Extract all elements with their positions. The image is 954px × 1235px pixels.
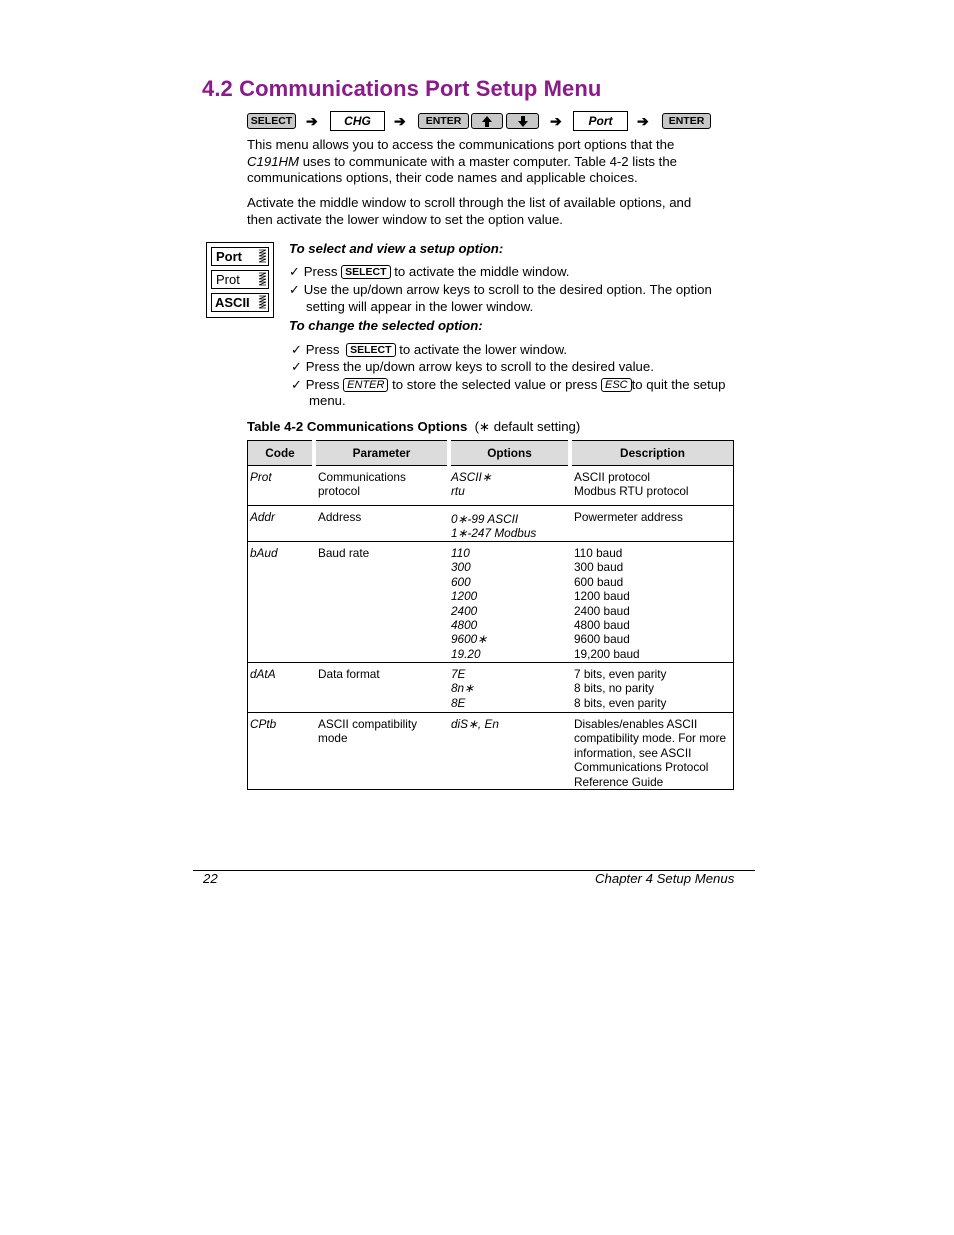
cell-line: 600 baud: [574, 574, 624, 589]
cell-line: 19.20: [451, 646, 481, 661]
code-cell: bAud: [248, 542, 315, 663]
cell-line: 7 bits, even parity: [574, 667, 667, 681]
cell-line: 1200: [451, 589, 478, 604]
text: ✓ Press: [291, 342, 340, 357]
text: ✓ Press: [289, 264, 338, 279]
text: to activate the lower window.: [399, 342, 568, 357]
cell-line: 19,200 baud: [574, 646, 640, 661]
section-heading: 4.2 Communications Port Setup Menu: [202, 76, 602, 101]
desc-cell: [570, 506, 734, 542]
cell-line: compatibility mode. For more: [574, 731, 727, 746]
cell-line: 0∗-99 ASCII: [451, 512, 519, 526]
arrow-icon: ➔: [394, 113, 406, 129]
cell-line: 9600 baud: [574, 632, 630, 647]
cell-line: Powermeter address: [574, 510, 683, 524]
down-arrow-icon: [516, 115, 530, 128]
scroll-indicator-icon: [258, 272, 267, 287]
step-change-1: [291, 341, 567, 358]
cell-line: protocol: [318, 484, 360, 499]
step-select-2-cont: setting will appear in the lower window.: [306, 299, 534, 314]
desc-cell: [570, 713, 734, 790]
column-header: Description: [570, 441, 734, 466]
cell-line: Reference Guide: [574, 774, 664, 789]
scroll-indicator-icon: [258, 295, 267, 310]
text: Activate the middle window to scroll through the list of available options, and: [247, 195, 692, 210]
table-header-row: [248, 441, 734, 466]
cell-line: 4800 baud: [574, 618, 630, 633]
opt-cell: [449, 663, 570, 713]
opt-cell: [449, 506, 570, 542]
select-key: SELECT: [341, 265, 390, 279]
change-option-title: To change the selected option:: [289, 318, 483, 333]
cell-line: 300: [451, 560, 471, 575]
cell-line: information, see ASCII: [574, 745, 692, 760]
text: This menu allows you to access the communications port options that the: [247, 137, 675, 152]
opt-cell: [449, 713, 570, 790]
text: to quit the setup: [631, 377, 726, 392]
desc-cell: [570, 466, 734, 506]
cell-line: Disables/enables ASCII: [574, 717, 698, 731]
cell-line: ASCII protocol: [574, 470, 651, 484]
chg-box: CHG: [330, 111, 385, 131]
cell-line: 9600∗: [451, 632, 488, 647]
table-row: [248, 542, 734, 663]
intro-paragraph-1: [247, 137, 751, 187]
step-select-1: [289, 263, 569, 280]
select-key: SELECT: [247, 113, 296, 129]
lcd-display: [206, 242, 274, 318]
opt-cell: [449, 466, 570, 506]
cell-line: 300 baud: [574, 560, 624, 575]
step-change-3-cont: menu.: [309, 393, 346, 408]
table-row: [248, 663, 734, 713]
cell-line: Communications Protocol: [574, 760, 709, 775]
cell-line: mode: [318, 731, 348, 746]
arrow-icon: ➔: [306, 113, 318, 129]
cell-line: Address: [318, 510, 362, 524]
param-cell: [314, 542, 449, 663]
caption-title: Table 4-2 Communications Options: [247, 419, 468, 434]
table-caption: [247, 419, 580, 435]
column-header: Options: [449, 441, 570, 466]
param-cell: [314, 506, 449, 542]
page-number: 22: [203, 871, 218, 886]
line: [247, 154, 751, 171]
select-option-title: To select and view a setup option:: [289, 241, 504, 256]
arrow-icon: ➔: [550, 113, 562, 129]
cell-line: ASCII∗: [451, 470, 492, 484]
enter-key: ENTER: [418, 113, 469, 129]
text: to activate the middle window.: [394, 264, 570, 279]
cell-line: 2400 baud: [574, 603, 630, 618]
up-arrow-key: [471, 113, 503, 129]
cell-line: Data format: [318, 667, 380, 681]
cell-line: 8E: [451, 695, 466, 710]
cell-line: Communications: [318, 470, 406, 484]
cell-line: Baud rate: [318, 546, 370, 560]
table-row: [248, 506, 734, 542]
port-box: Port: [573, 111, 628, 131]
code-cell: dAtA: [248, 663, 315, 713]
step-change-2: ✓ Press the up/down arrow keys to scroll to the desired value.: [291, 359, 654, 374]
lcd-top-text: Port: [216, 249, 242, 264]
down-arrow-key: [506, 113, 539, 129]
cell-line: 1200 baud: [574, 589, 630, 604]
column-header: Parameter: [314, 441, 449, 466]
cell-line: diS∗, En: [451, 717, 499, 731]
select-key: SELECT: [346, 343, 395, 357]
step-select-2: ✓ Use the up/down arrow keys to scroll to the desired option. The option: [289, 282, 712, 297]
cell-line: 7E: [451, 667, 466, 681]
intro-paragraph-2: [247, 195, 751, 228]
text: ✓ Press: [291, 377, 340, 392]
text: uses to communicate with a master computer. Table 4-2 lists the: [299, 153, 678, 169]
cell-line: 110 baud: [574, 546, 623, 560]
scroll-indicator-icon: [258, 249, 267, 264]
cell-line: 1∗-247 Modbus: [451, 526, 537, 541]
code-cell: Prot: [248, 466, 315, 506]
code-cell: CPtb: [248, 713, 315, 790]
enter-key: ENTER: [662, 113, 711, 129]
up-arrow-icon: [480, 115, 494, 128]
table-row: [248, 466, 734, 506]
text: to store the selected value or press: [392, 377, 598, 392]
enter-key: ENTER: [343, 378, 388, 392]
cell-line: rtu: [451, 484, 465, 499]
line: [247, 137, 751, 154]
lcd-middle-window: [211, 270, 269, 289]
cell-line: 600: [451, 574, 471, 589]
cell-line: 8 bits, even parity: [574, 695, 667, 710]
cell-line: ASCII compatibility: [318, 717, 417, 731]
param-cell: [314, 663, 449, 713]
param-cell: [314, 713, 449, 790]
cell-line: 110: [451, 546, 470, 560]
model-name: C191HM: [247, 153, 300, 169]
cell-line: 8n∗: [451, 681, 475, 696]
lcd-top-window: [211, 247, 269, 266]
opt-cell: [449, 542, 570, 663]
arrow-icon: ➔: [637, 113, 649, 129]
cell-line: 4800: [451, 618, 478, 633]
esc-key: ESC: [601, 378, 632, 392]
code-cell: Addr: [248, 506, 315, 542]
param-cell: [314, 466, 449, 506]
column-header: Code: [248, 441, 315, 466]
desc-cell: [570, 663, 734, 713]
communications-options-table: [247, 440, 734, 790]
caption-note: (∗ default setting): [474, 419, 581, 434]
chapter-label: Chapter 4 Setup Menus: [595, 871, 735, 886]
text: then activate the lower window to set the option value.: [247, 211, 563, 227]
cell-line: 2400: [451, 603, 478, 618]
lcd-bottom-text: ASCII: [215, 295, 250, 310]
lcd-middle-text: Prot: [216, 272, 240, 287]
step-change-3: [291, 376, 725, 393]
text: communications options, their code names and applicable choices.: [247, 170, 638, 185]
lcd-bottom-window: [211, 293, 269, 312]
table-body: [248, 466, 734, 790]
desc-cell: [570, 542, 734, 663]
table-row: [248, 713, 734, 790]
cell-line: 8 bits, no parity: [574, 681, 654, 696]
cell-line: Modbus RTU protocol: [574, 484, 689, 499]
